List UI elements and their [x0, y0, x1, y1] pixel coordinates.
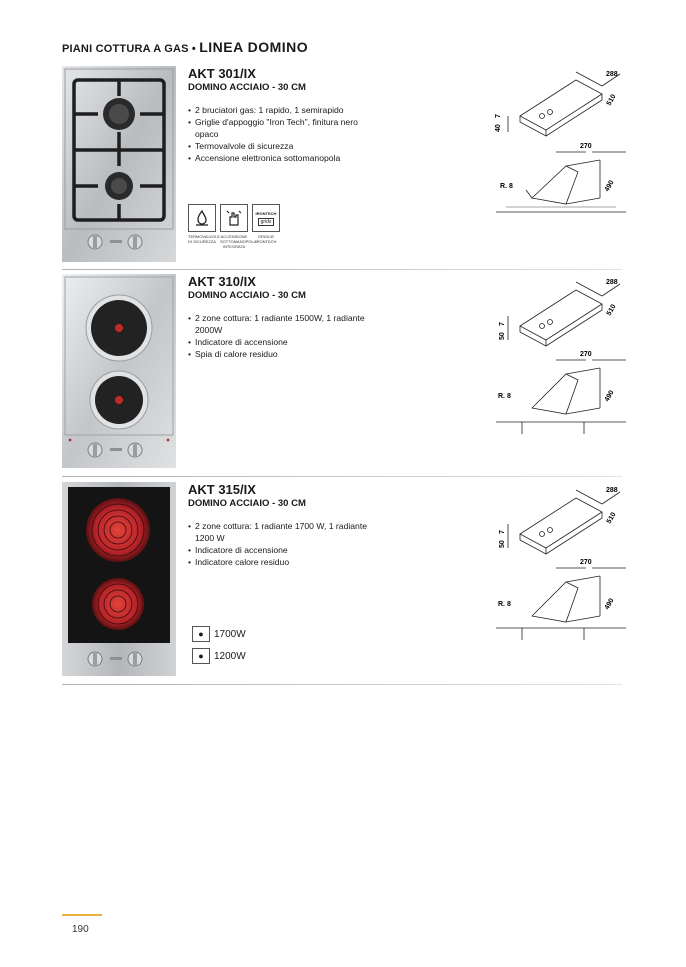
- irontech-grids-label: grids: [258, 218, 275, 226]
- feature-item: • Accensione elettronica sottomanopola: [188, 152, 368, 164]
- feature-item: • 2 zone cottura: 1 radiante 1500W, 1 radiante 2000W: [188, 312, 368, 336]
- dim-radius: R. 8: [500, 183, 513, 190]
- header-separator: •: [191, 43, 196, 55]
- product-title: AKT 315/IX: [188, 482, 256, 497]
- product-info: [188, 66, 368, 164]
- dim-width: 288: [606, 279, 618, 286]
- product-photo-gas-hob: [62, 66, 176, 262]
- hand-spark-icon: [224, 208, 244, 228]
- feature-item: • Spia di calore residuo: [188, 348, 368, 360]
- legend-label: 1200W: [214, 650, 246, 662]
- section-divider: [62, 476, 622, 477]
- feature-list: [188, 312, 368, 360]
- legend-row: [192, 648, 246, 664]
- product-title: AKT 310/IX: [188, 274, 256, 289]
- dim-height2: 7: [495, 114, 502, 118]
- section-header: [62, 39, 308, 55]
- feature-item: • Indicatore calore residuo: [188, 556, 368, 568]
- legend-label: 1700W: [214, 628, 246, 640]
- badge-ignition: [220, 204, 257, 249]
- header-title: LINEA DOMINO: [199, 39, 309, 55]
- dim-cut-width: 270: [580, 559, 592, 566]
- dim-cut-depth: 490: [603, 597, 616, 611]
- badge-irontech: [252, 204, 280, 249]
- badge-thermocouple: [188, 204, 221, 249]
- product-subtitle: DOMINO ACCIAIO - 30 CM: [188, 82, 306, 93]
- dim-cut-depth: 490: [603, 389, 616, 403]
- irontech-icon: IRONTECH: [255, 210, 277, 216]
- flame-safety-icon: [192, 208, 212, 228]
- badge-caption: TERMOVALVOLE DI SICUREZZA: [188, 234, 221, 244]
- product-photo-ceramic-hob: [62, 482, 176, 676]
- feature-list: [188, 520, 368, 568]
- product-subtitle: DOMINO ACCIAIO - 30 CM: [188, 290, 306, 301]
- dim-height: 50: [499, 540, 506, 548]
- product-subtitle: DOMINO ACCIAIO - 30 CM: [188, 498, 306, 509]
- product-akt-301: [62, 66, 622, 270]
- dim-width: 288: [606, 487, 618, 494]
- product-info: [188, 274, 368, 360]
- dim-cut-width: 270: [580, 351, 592, 358]
- dim-width: 288: [606, 71, 618, 78]
- dimension-drawing: [496, 274, 626, 439]
- large-zone-icon: ●: [192, 626, 210, 642]
- product-akt-315: [62, 482, 622, 686]
- zone-legend: [192, 626, 246, 670]
- dimension-drawing: [496, 66, 626, 221]
- product-photo-electric-hob: [62, 274, 176, 468]
- feature-item: • Griglie d'appoggio "Iron Tech", finitura nero opaco: [188, 116, 368, 140]
- page-number: 190: [72, 924, 89, 935]
- dim-radius: R. 8: [498, 601, 511, 608]
- product-info: [188, 482, 368, 568]
- legend-row: [192, 626, 246, 642]
- dim-cut-depth: 490: [603, 179, 616, 193]
- product-akt-310: [62, 274, 622, 478]
- feature-item: • 2 zone cottura: 1 radiante 1700 W, 1 radiante 1200 W: [188, 520, 368, 544]
- feature-item: • Indicatore di accensione: [188, 544, 368, 556]
- badge-caption: ACCENSIONE SOTTOMANOPOLA INTEGRATA: [220, 234, 257, 249]
- dim-depth: 510: [605, 511, 618, 525]
- dim-height2: 7: [499, 322, 506, 326]
- dimension-drawing: [496, 482, 626, 647]
- dim-cut-width: 270: [580, 143, 592, 150]
- dim-height: 40: [495, 124, 502, 132]
- dim-height: 50: [499, 332, 506, 340]
- footer-accent-line: [62, 914, 102, 916]
- badge-caption: GRIGLIE IRONTECH: [255, 234, 277, 244]
- dim-depth: 510: [605, 303, 618, 317]
- dim-depth: 510: [605, 93, 618, 107]
- section-divider: [62, 269, 622, 270]
- feature-item: • 2 bruciatori gas: 1 rapido, 1 semirapido: [188, 104, 368, 116]
- section-divider: [62, 684, 622, 685]
- dim-radius: R. 8: [498, 393, 511, 400]
- feature-badges: [188, 204, 280, 249]
- header-prefix: PIANI COTTURA A GAS: [62, 43, 189, 55]
- feature-item: • Termovalvole di sicurezza: [188, 140, 368, 152]
- dim-height2: 7: [499, 530, 506, 534]
- product-title: AKT 301/IX: [188, 66, 256, 81]
- small-zone-icon: ●: [192, 648, 210, 664]
- feature-item: • Indicatore di accensione: [188, 336, 368, 348]
- feature-list: [188, 104, 368, 164]
